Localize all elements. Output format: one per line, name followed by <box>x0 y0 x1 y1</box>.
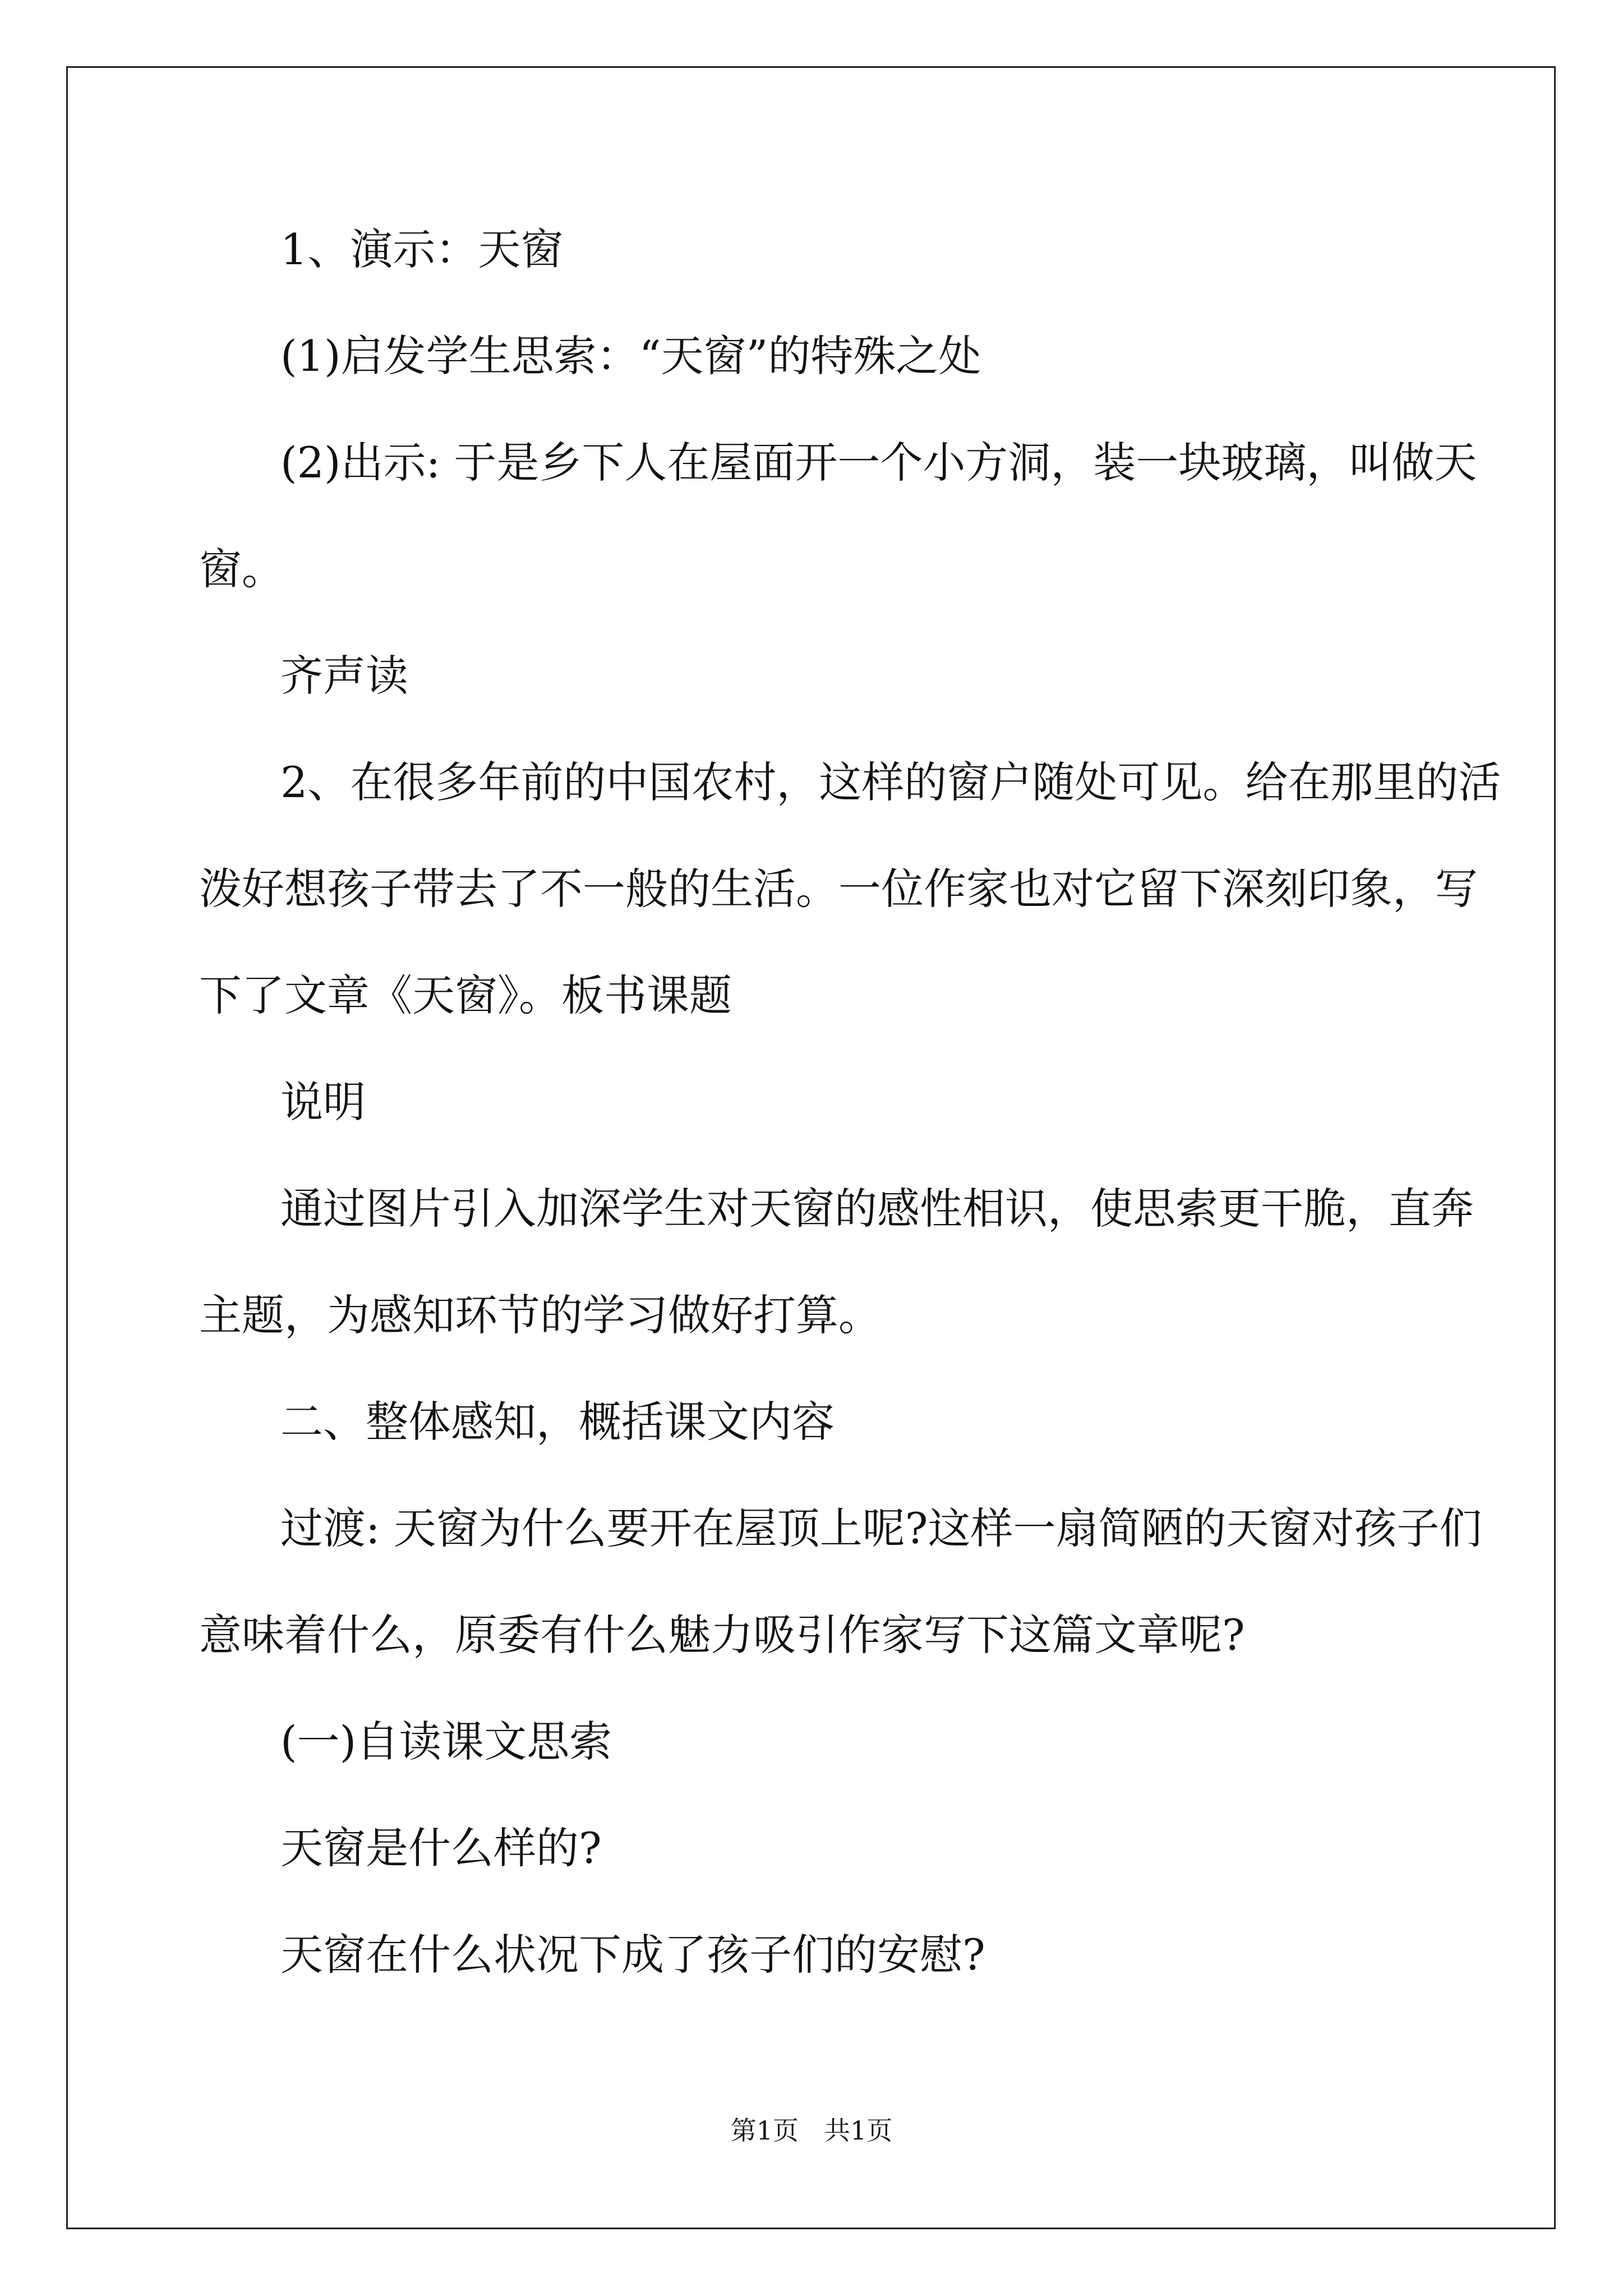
text-line: 泼好想孩子带去了不一般的生活。一位作家也对它留下深刻印象，写 <box>199 864 1478 914</box>
text-line: 齐声读 <box>280 651 408 701</box>
text-line: 意味着什么，原委有什么魅力吸引作家写下这篇文章呢? <box>199 1610 1245 1660</box>
text-line: (2)出示: 于是乡下人在屋面开一个小方洞，装一块玻璃，叫做天 <box>280 438 1477 487</box>
text-line: 窗。 <box>199 544 284 594</box>
text-line: 天窗是什么样的? <box>280 1823 602 1873</box>
text-line: (一)自读课文思索 <box>280 1717 612 1766</box>
text-line: (1)启发学生思索：“天窗”的特殊之处 <box>280 331 981 381</box>
text-line: 主题，为感知环节的学习做好打算。 <box>199 1290 881 1340</box>
page-border <box>66 66 1556 2229</box>
text-line: 下了文章《天窗》。板书课题 <box>199 970 732 1020</box>
text-line: 通过图片引入加深学生对天窗的感性相识，使思索更干脆，直奔 <box>280 1184 1474 1234</box>
text-line: 说明 <box>280 1077 366 1127</box>
text-line: 二、整体感知，概括课文内容 <box>280 1397 834 1447</box>
text-line: 2、在很多年前的中国农村，这样的窗户随处可见。给在那里的活 <box>280 757 1501 807</box>
text-line: 过渡: 天窗为什么要开在屋顶上呢?这样一扇简陋的天窗对孩子们 <box>280 1503 1482 1553</box>
text-line: 1、演示：天窗 <box>280 224 564 274</box>
text-line: 天窗在什么状况下成了孩子们的安慰? <box>280 1930 985 1980</box>
page-footer: 第1页 共1页 <box>730 2115 893 2146</box>
